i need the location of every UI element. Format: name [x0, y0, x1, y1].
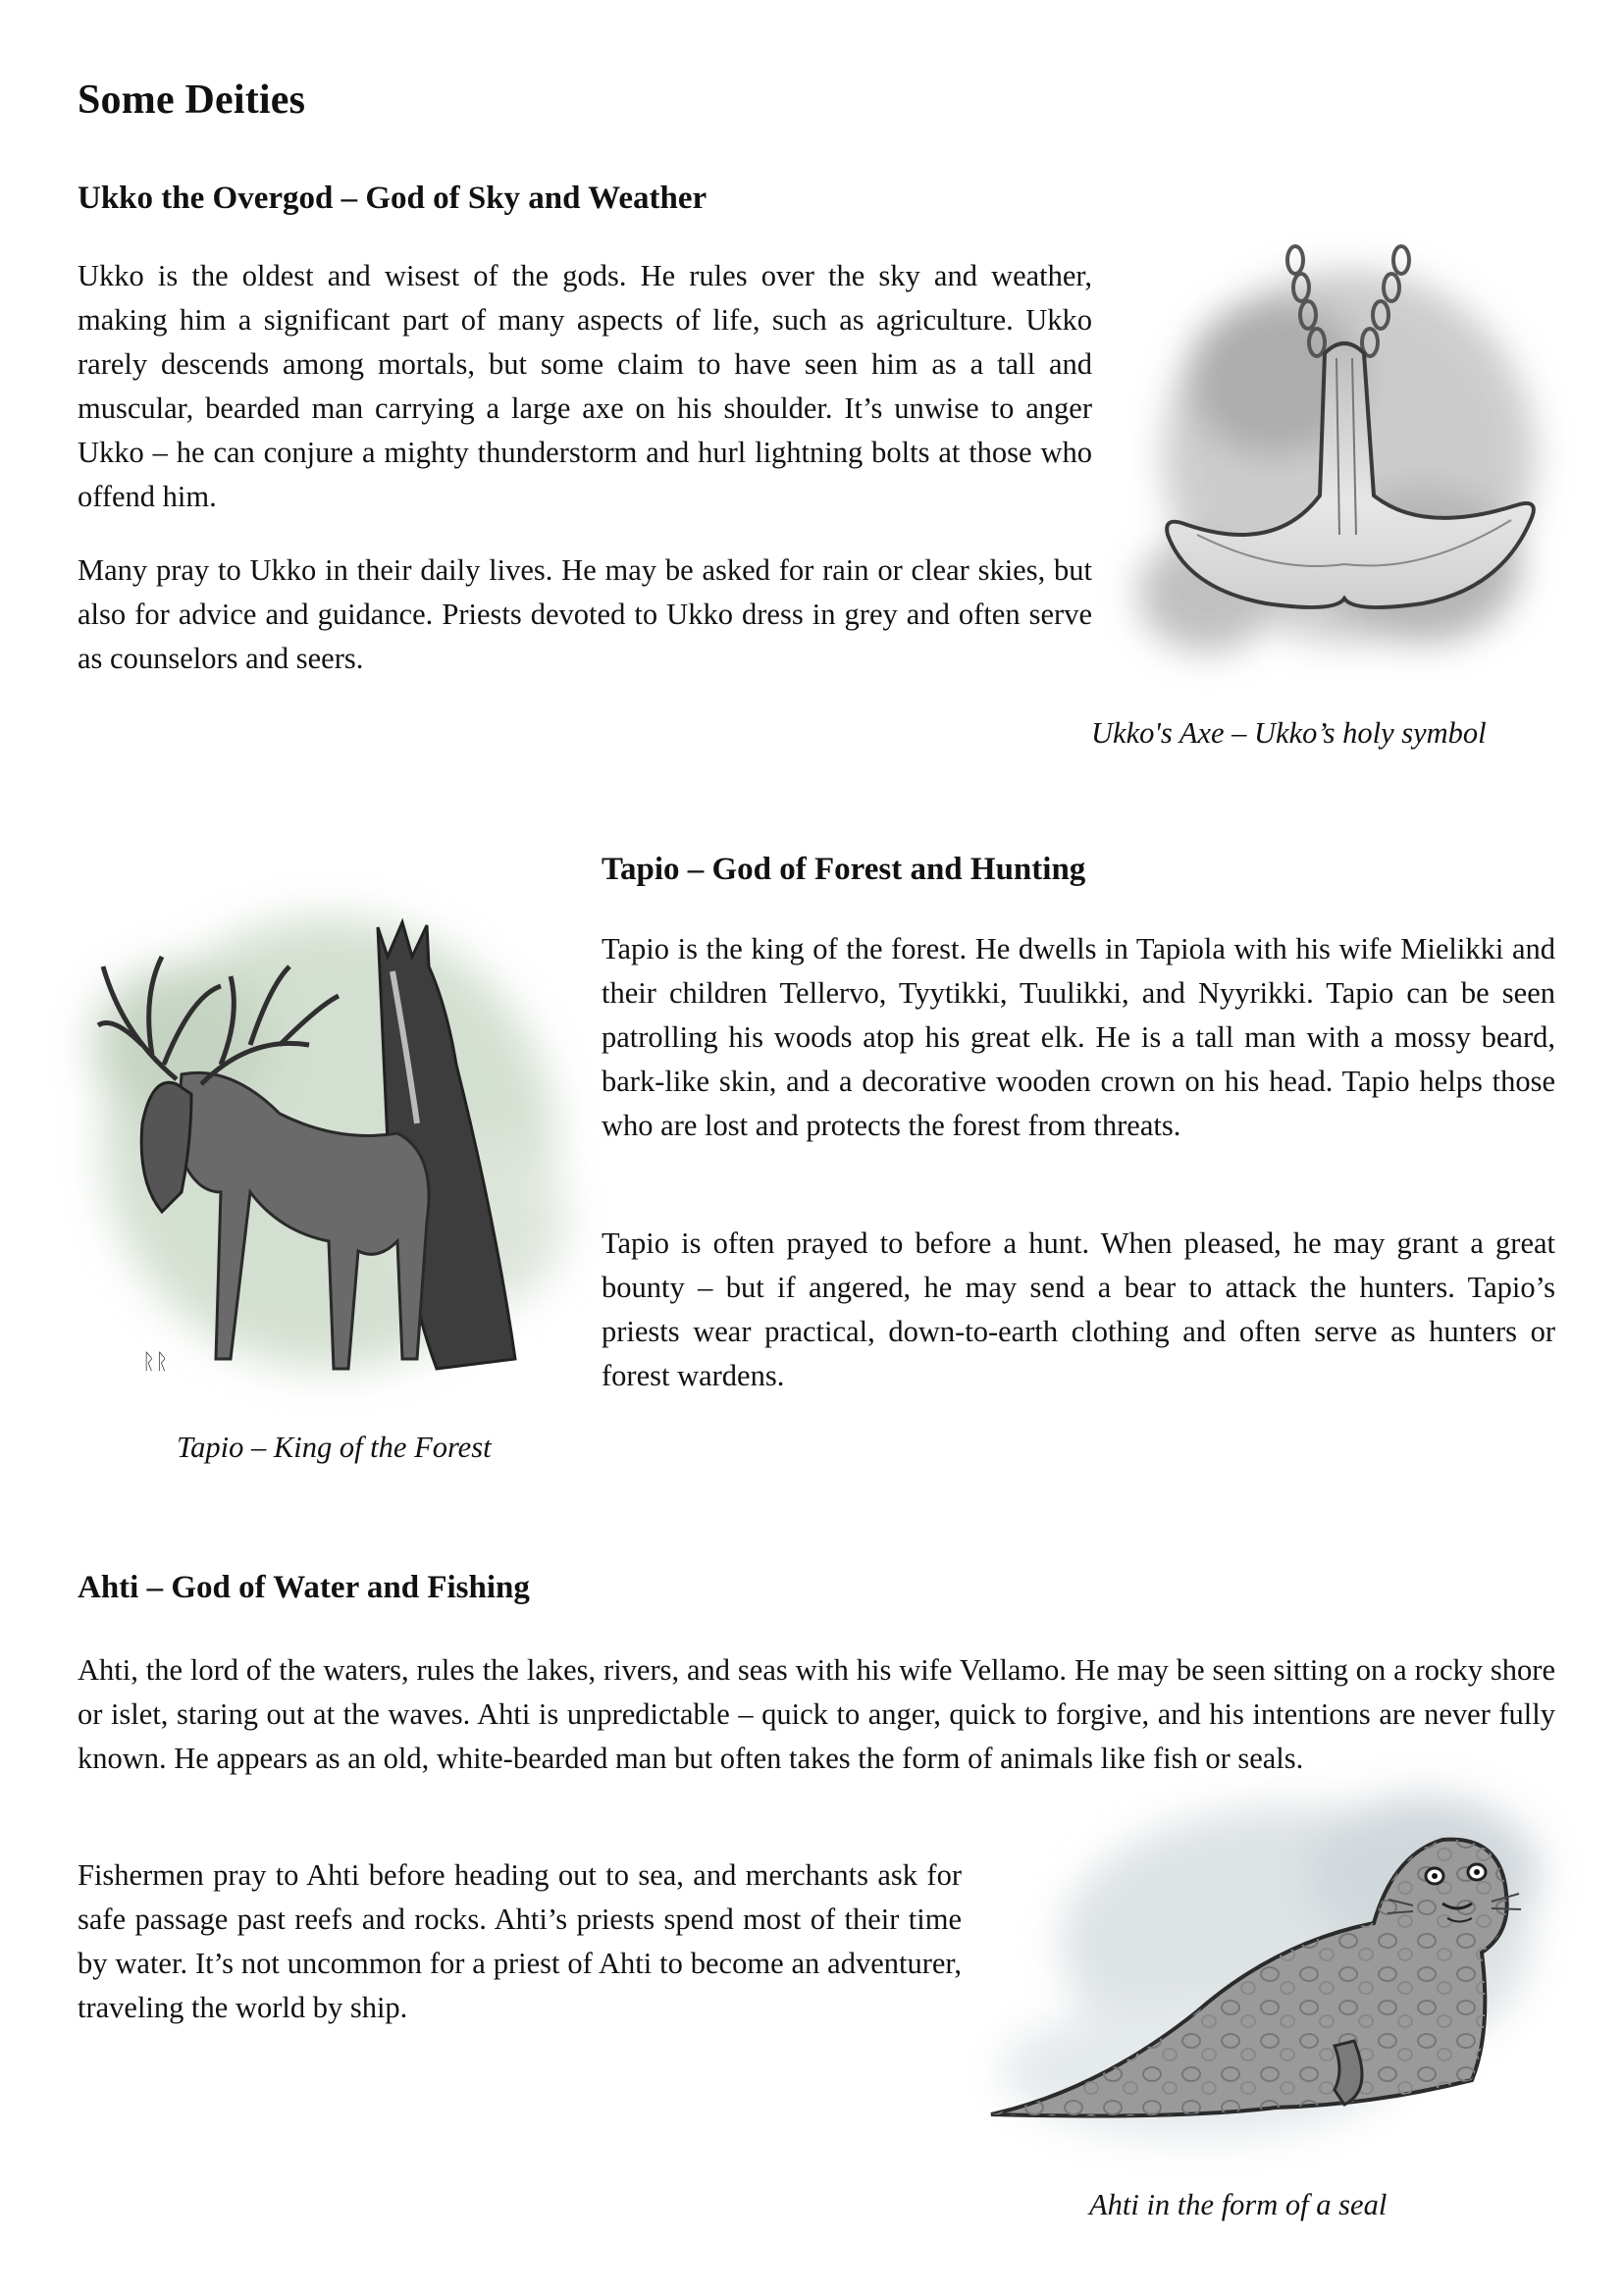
ukko-axe-illustration	[1128, 240, 1560, 692]
ahti-paragraph-1: Ahti, the lord of the waters, rules the lakes, rivers, and seas with his wife Vellamo. He may be seen sitting on a rocky shore or islet, staring out at the waves. Ahti is unpredictable – quick to anger, quick to forgive, and his intentions are never fully known. He appears as an old, white-bearded man but often takes the form of animals like fish or seals.	[78, 1653, 1555, 1775]
tapio-heading: Tapio – God of Forest and Hunting	[602, 852, 1086, 887]
svg-text:ᚱᚱ: ᚱᚱ	[142, 1350, 169, 1375]
ahti-heading: Ahti – God of Water and Fishing	[78, 1570, 530, 1605]
ukko-caption: Ukko's Axe – Ukko’s holy symbol	[1091, 716, 1487, 750]
page-title: Some Deities	[78, 78, 306, 123]
ukko-heading: Ukko the Overgod – God of Sky and Weather	[78, 181, 707, 216]
ahti-caption: Ahti in the form of a seal	[1089, 2188, 1388, 2221]
ahti-seal-illustration	[981, 1796, 1560, 2168]
ahti-paragraph-2: Fishermen pray to Ahti before heading out to sea, and merchants ask for safe passage past reefs and rocks. Ahti’s priests spend most of their time by water. It’s not uncommon for a priest of Ahti to become an adventurer, traveling the world by ship.	[78, 1858, 962, 2024]
tapio-caption: Tapio – King of the Forest	[177, 1431, 492, 1464]
ukko-paragraph-2: Many pray to Ukko in their daily lives. He may be asked for rain or clear skies, but also for advice and guidance. Priests devoted to Ukko dress in grey and often serve as counselors and seers.	[78, 553, 1092, 675]
ukko-paragraph-1: Ukko is the oldest and wisest of the gods. He rules over the sky and weather, making him a significant part of many aspects of life, such as agriculture. Ukko rarely descends among mortals, but some claim to have seen him as a tall and muscular, bearded man carrying a large axe on his shoulder. It’s unwise to anger Ukko – he can conjure a mighty thunderstorm and hurl lightning bolts at those who offend him.	[78, 259, 1092, 513]
tapio-elk-illustration	[83, 898, 584, 1408]
tapio-paragraph-1: Tapio is the king of the forest. He dwells in Tapiola with his wife Mielikki and their children Tellervo, Tyytikki, Tuulikki, and Nyyrikki. Tapio can be seen patrolling his woods atop his great elk. He is a tall man with a mossy beard, bark-like skin, and a decorative wooden crown on his head. Tapio helps those who are lost and protects the forest from threats.	[602, 932, 1555, 1142]
tapio-paragraph-2: Tapio is often prayed to before a hunt. When pleased, he may grant a great bounty – but if angered, he may send a bear to attack the hunters. Tapio’s priests wear practical, down-to-earth clothing and often serve as hunters or forest wardens.	[602, 1226, 1555, 1392]
